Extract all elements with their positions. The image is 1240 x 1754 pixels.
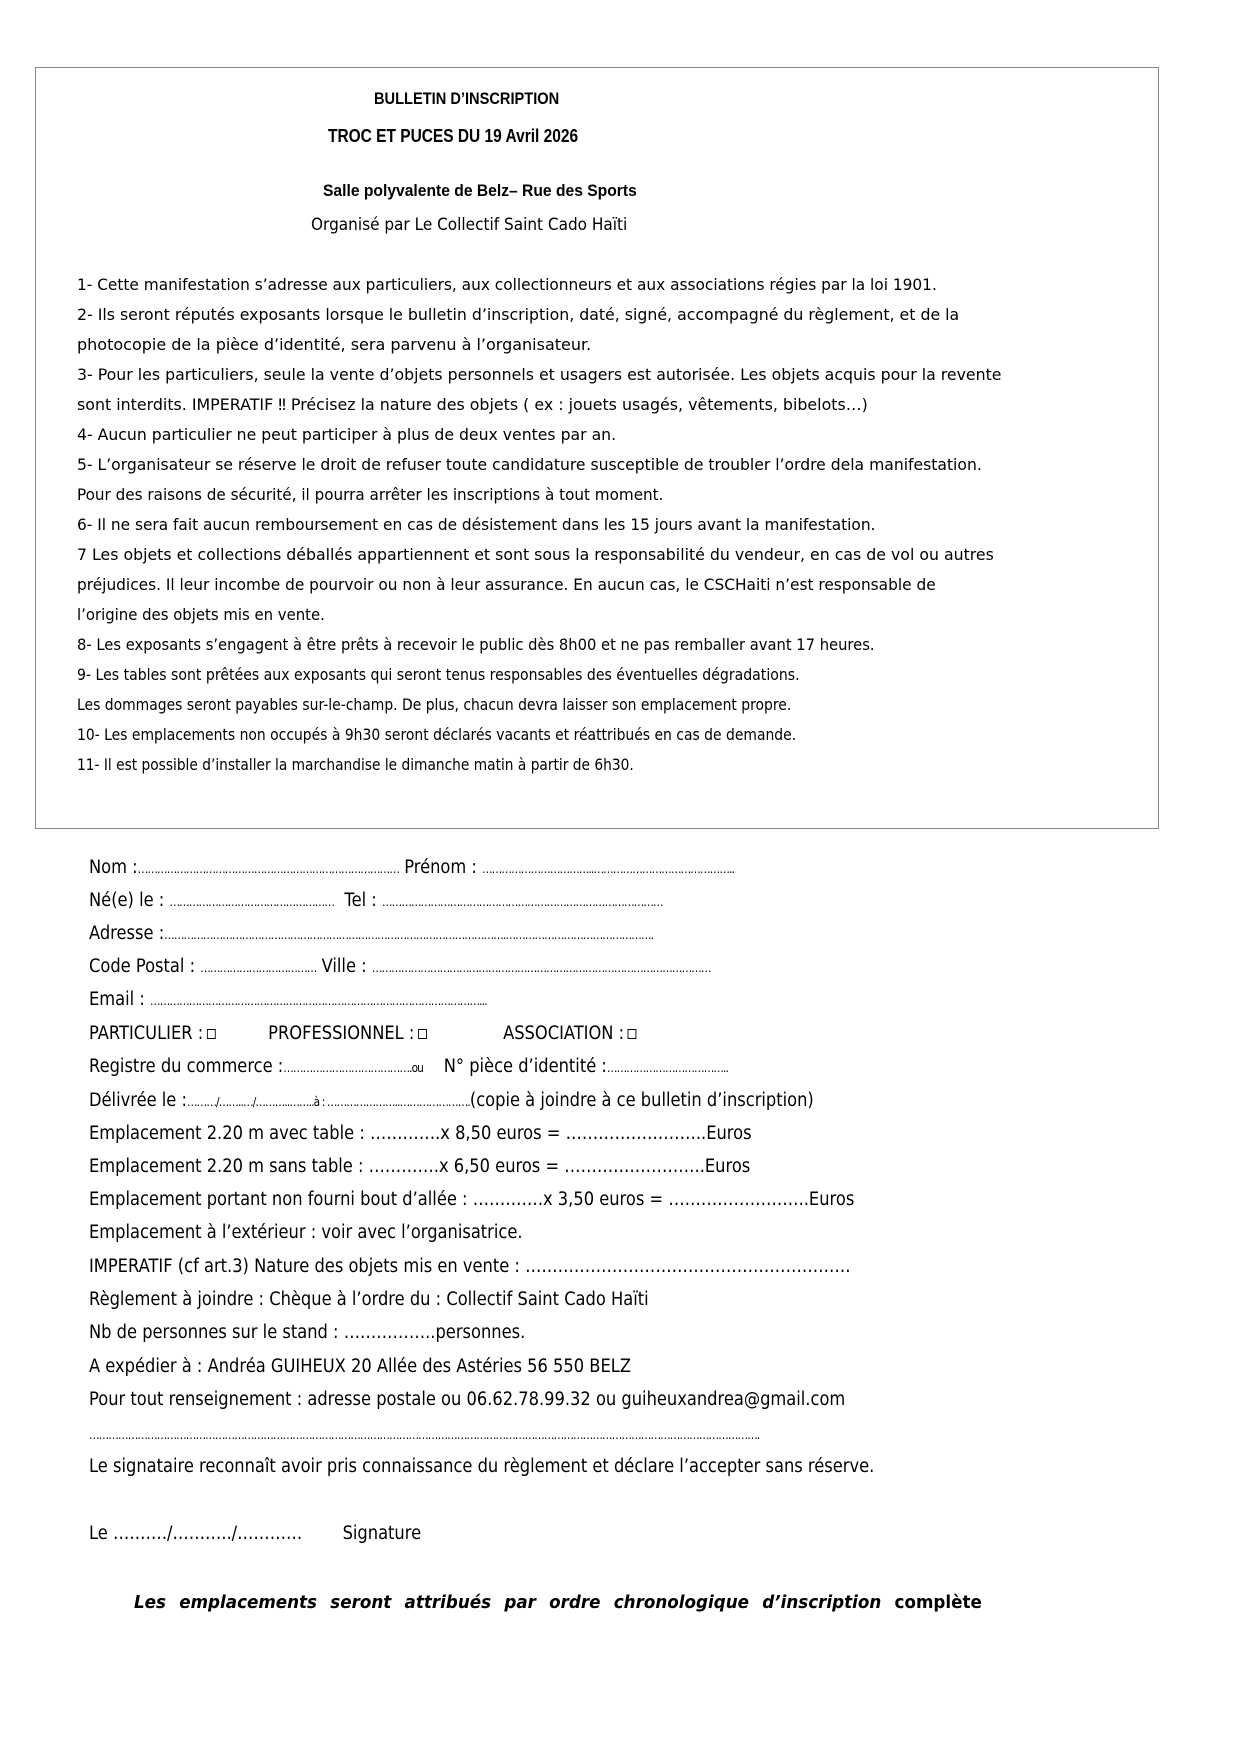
naissance-field[interactable]: …………………………………………… (169, 895, 335, 909)
document-title: BULLETIN D’INSCRIPTION (374, 89, 560, 108)
ville-label: Ville : (321, 956, 367, 977)
association-label: ASSOCIATION : (503, 1023, 625, 1044)
date-signature-row (89, 1523, 421, 1544)
exposant-type-row (89, 1023, 636, 1044)
naissance-tel-row (89, 890, 663, 911)
professionnel-checkbox[interactable] (418, 1029, 427, 1039)
delivree-row (89, 1090, 814, 1111)
rule-line: Les dommages seront payables sur-le-champ. De plus, chacun devra laisser son emplacement propre. (77, 695, 792, 714)
emplacement-sans-table[interactable]: Emplacement 2.20 m sans table : ………….x 6,50 euros = ……………………..Euros (89, 1156, 751, 1177)
rule-line: l’origine des objets mis en vente. (77, 605, 325, 624)
rule-line: 5- L’organisateur se réserve le droit de refuser toute candidature susceptible de troubler l’ordre dela manifestation. (77, 455, 982, 474)
rule-line: préjudices. Il leur incombe de pourvoir ou non à leur assurance. En aucun cas, le CSCHaiti n’est responsable de (77, 575, 936, 594)
signature-label[interactable]: Signature (342, 1523, 422, 1544)
separator-dots: ………………………………………………………………………………………………………………………………………………………………………………………. (89, 1428, 760, 1442)
event-title: TROC ET PUCES DU 19 Avril 2026 (328, 126, 579, 146)
nature-objets-row[interactable]: IMPERATIF (cf art.3) Nature des objets mis en vente : …………………………………………………… (89, 1256, 851, 1277)
rule-line: 6- Il ne sera fait aucun remboursement en cas de désistement dans les 15 jours avant la manifestation. (77, 515, 876, 534)
particulier-label: PARTICULIER : (89, 1023, 204, 1044)
rule-line: 2- Ils seront réputés exposants lorsque le bulletin d’inscription, daté, signé, accompagné du règlement, et de la (77, 305, 960, 324)
adresse-expedition: A expédier à : Andréa GUIHEUX 20 Allée des Astéries 56 550 BELZ (89, 1356, 631, 1377)
venue: Salle polyvalente de Belz– Rue des Sports (323, 181, 637, 200)
delivree-note: (copie à joindre à ce bulletin d’inscription) (469, 1090, 814, 1111)
email-field[interactable]: …………………………………………………………………………………………... (150, 994, 487, 1008)
tel-field[interactable]: …………………………………………………………………………… (381, 895, 663, 909)
reglement-info: Règlement à joindre : Chèque à l’ordre du : Collectif Saint Cado Haïti (89, 1289, 649, 1310)
rule-line: sont interdits. IMPERATIF ‼ Précisez la nature des objets ( ex : jouets usagés, vêtements, bibelots…) (77, 395, 868, 414)
footer-note (134, 1592, 982, 1613)
delivree-label: Délivrée le : (89, 1090, 187, 1111)
piece-identite-label: N° pièce d’identité : (443, 1056, 607, 1077)
rule-line: 4- Aucun particulier ne peut participer à plus de deux ventes par an. (77, 425, 617, 444)
rule-line: 3- Pour les particuliers, seule la vente d’objets personnels et usagers est autorisée. Les objets acquis pour la revente (77, 365, 1002, 384)
email-row (89, 989, 487, 1010)
rule-line: photocopie de la pièce d’identité, sera parvenu à l’organisateur. (77, 335, 592, 354)
rule-line: 10- Les emplacements non occupés à 9h30 seront déclarés vacants et réattribués en cas de demande. (77, 725, 797, 744)
rule-line: 11- Il est possible d’installer la marchandise le dimanche matin à partir de 6h30. (77, 755, 634, 774)
date-field[interactable]: Le ………./………../………… (89, 1523, 303, 1544)
adresse-field[interactable]: …………………………………………………………………………………………….………………………………………. (164, 928, 654, 942)
professionnel-label: PROFESSIONNEL : (268, 1023, 415, 1044)
registre-row (89, 1056, 728, 1077)
association-checkbox[interactable] (628, 1029, 637, 1039)
ville-field[interactable]: …………………………………………………………………………………………… (371, 961, 711, 975)
particulier-checkbox[interactable] (207, 1029, 216, 1039)
emplacement-avec-table[interactable]: Emplacement 2.20 m avec table : ………….x 8,50 euros = ……………………..Euros (89, 1123, 752, 1144)
code-postal-label: Code Postal : (89, 956, 196, 977)
emplacement-exterieur: Emplacement à l’extérieur : voir avec l’organisatrice. (89, 1222, 523, 1243)
rule-line: 1- Cette manifestation s’adresse aux particuliers, aux collectionneurs et aux associations régies par la loi 1901. (77, 275, 937, 294)
rule-line: Pour des raisons de sécurité, il pourra arrêter les inscriptions à tout moment. (77, 485, 664, 504)
nb-personnes-row[interactable]: Nb de personnes sur le stand : ……………..personnes. (89, 1322, 526, 1343)
prenom-field[interactable]: ……………………………..…………………………………….. (482, 862, 734, 876)
piece-identite-field[interactable]: ……………………………….. (606, 1061, 729, 1075)
adresse-row (89, 923, 653, 944)
rule-line: 8- Les exposants s’engagent à être prêts à recevoir le public dès 8h00 et ne pas remballer avant 17 heures. (77, 635, 875, 654)
naissance-label: Né(e) le : (89, 890, 165, 911)
organizer: Organisé par Le Collectif Saint Cado Haïti (311, 215, 628, 235)
email-label: Email : (89, 989, 145, 1010)
footer-note-end: complète (894, 1592, 982, 1613)
registre-label: Registre du commerce : (89, 1056, 284, 1077)
adresse-label: Adresse : (89, 923, 165, 944)
registre-field[interactable]: ………………………………….ou (283, 1061, 424, 1075)
code-postal-field[interactable]: ……………………………… (200, 961, 317, 975)
nom-label: Nom : (89, 857, 138, 878)
nom-field[interactable]: ……………………………………………………………………… (137, 862, 400, 876)
prenom-label: Prénom : (404, 857, 477, 878)
footer-note-text: Les emplacements seront attribués par ordre chronologique d’inscription (134, 1592, 882, 1613)
contact-info: Pour tout renseignement : adresse postale ou 06.62.78.99.32 ou guiheuxandrea@gmail.com (89, 1389, 846, 1410)
tel-label: Tel : (344, 890, 377, 911)
cp-ville-row (89, 956, 711, 977)
delivree-field[interactable]: ………/……..…/………..……..à : …………………..…………………. (186, 1095, 470, 1109)
rule-line: 9- Les tables sont prêtées aux exposants qui seront tenus responsables des éventuelles dégradations. (77, 665, 800, 684)
signataire-declaration: Le signataire reconnaît avoir pris connaissance du règlement et déclare l’accepter sans réserve. (89, 1456, 875, 1477)
nom-prenom-row (89, 857, 734, 878)
emplacement-portant[interactable]: Emplacement portant non fourni bout d’allée : ………….x 3,50 euros = ……………………..Euros (89, 1189, 855, 1210)
rule-line: 7 Les objets et collections déballés appartiennent et sont sous la responsabilité du vendeur, en cas de vol ou autres (77, 545, 994, 564)
